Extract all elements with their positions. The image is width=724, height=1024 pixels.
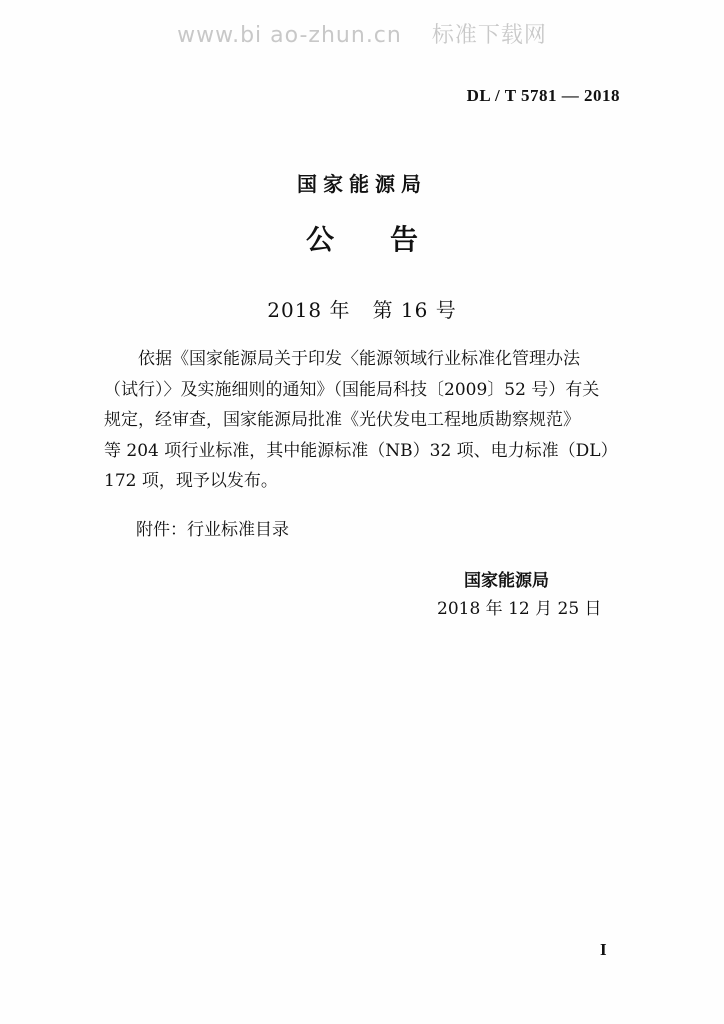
signature-date: 2018 年 12 月 25 日 [437,599,602,619]
document-number: 2018 年 第 16 号 [267,298,457,322]
body-line: 依据《国家能源局关于印发〈能源领域行业标准化管理办法 [138,349,580,369]
announcement-body [104,344,628,497]
body-line: （试行）〉及实施细则的通知》（国能局科技〔2009〕52 号）有关 [104,379,600,400]
watermark-url: www.bi ao-zhun.cn [177,23,402,48]
signature-issuer: 国家能源局 [464,571,549,591]
attachment-note: 附件：行业标准目录 [136,520,289,540]
document-type: 公告 [305,223,474,256]
page-number: I [600,940,607,959]
watermark [0,18,724,49]
watermark-site-name: 标准下载网 [431,23,547,48]
body-line: 等 204 项行业标准，其中能源标准（NB）32 项、电力标准（DL） [104,440,618,461]
body-line: 172 项，现予以发布。 [104,471,278,491]
body-line: 规定，经审查，国家能源局批准《光伏发电工程地质勘察规范》 [104,410,580,430]
issuer-title: 国家能源局 [297,172,427,196]
standard-code: DL / T 5781 — 2018 [466,86,620,105]
